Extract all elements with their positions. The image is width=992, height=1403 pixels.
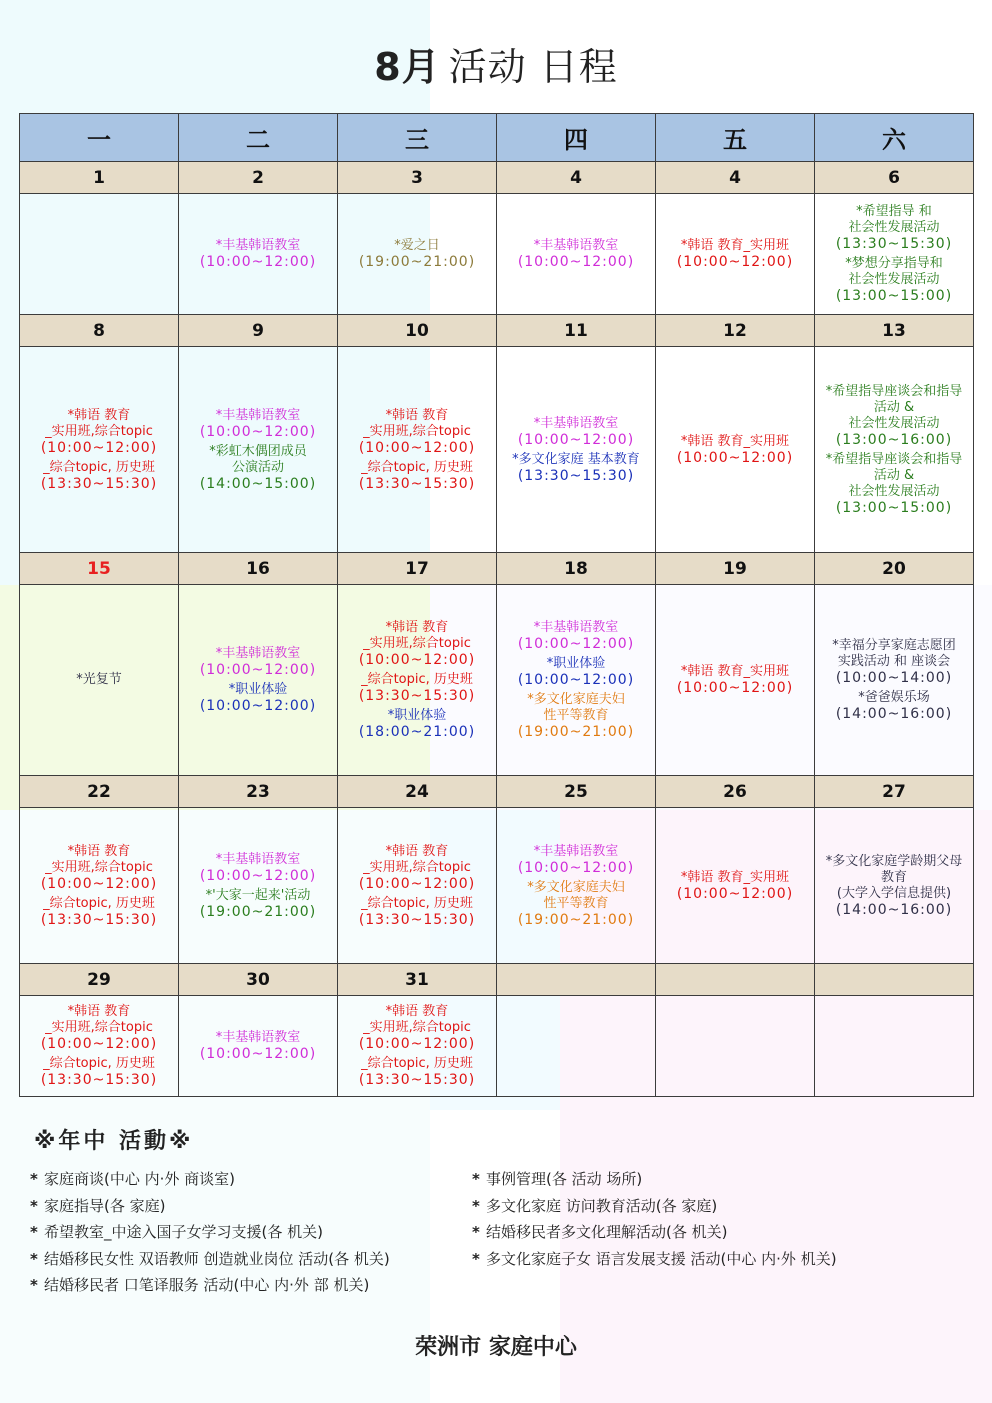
event	[656, 664, 814, 696]
event-name: 活动 &	[873, 399, 915, 415]
date-number	[815, 964, 974, 996]
day-cell	[815, 347, 974, 553]
bullet-icon: *	[30, 1276, 38, 1294]
event	[20, 460, 178, 492]
event-name: _实用班,综合topic	[45, 423, 153, 439]
date-number: 27	[815, 776, 974, 808]
date-number: 30	[179, 964, 338, 996]
event-name: *丰基韩语教室	[215, 646, 301, 661]
day-cell	[20, 194, 179, 315]
yearly-activity-item	[30, 1195, 390, 1222]
event	[815, 256, 973, 304]
event-name: *韩语 教育	[385, 843, 449, 859]
event-time: (19:00~21:00)	[517, 911, 635, 928]
event-name: *彩虹木偶团成员	[209, 443, 307, 459]
event-name: 社会性发展活动	[848, 220, 940, 235]
event	[338, 620, 496, 668]
event-name: *梦想分享指导和	[845, 256, 943, 271]
event-name: 社会性发展活动	[848, 272, 940, 287]
day-cell	[815, 996, 974, 1097]
event	[815, 204, 973, 252]
yearly-activity-text: 事例管理(各 活动 场所)	[486, 1170, 643, 1188]
event-name: *光复节	[76, 672, 122, 687]
day-cell	[338, 996, 497, 1097]
event-name: *丰基韩语教室	[533, 415, 619, 431]
day-cell	[338, 585, 497, 776]
date-row	[20, 553, 974, 585]
calendar-body	[20, 162, 974, 1097]
event-time: (14:00~16:00)	[835, 706, 953, 722]
event-time: (10:00~12:00)	[40, 875, 158, 892]
event-name: *多文化家庭夫妇	[527, 879, 625, 895]
day-cell	[179, 585, 338, 776]
event-name: _综合topic, 历史班	[43, 1056, 155, 1071]
event-time: (10:00~12:00)	[676, 680, 794, 696]
event-time: (10:00~12:00)	[199, 423, 317, 440]
event-time: (18:00~21:00)	[358, 724, 476, 740]
weekday-header: 五	[656, 114, 815, 162]
date-number: 13	[815, 315, 974, 347]
bullet-icon: *	[472, 1196, 480, 1215]
events-row	[20, 808, 974, 964]
event-name: *多文化家庭 基本教育	[512, 451, 640, 467]
event	[338, 408, 496, 456]
event	[179, 444, 337, 492]
event-time: (10:00~12:00)	[358, 1036, 476, 1052]
yearly-activity-text: 家庭商谈(中心 内·外 商谈室)	[44, 1170, 236, 1188]
day-cell	[20, 996, 179, 1097]
yearly-activity-text: 结婚移民者 口笔译服务 活动(中心 内·外 部 机关)	[44, 1276, 370, 1294]
event	[497, 880, 655, 928]
event-time: (13:30~15:30)	[358, 911, 476, 928]
event	[20, 844, 178, 892]
yearly-activity-text: 结婚移民者多文化理解活动(各 机关)	[486, 1223, 728, 1241]
event-name: *丰基韩语教室	[533, 238, 619, 253]
event-time: (13:30~15:30)	[40, 1072, 158, 1088]
day-cell	[815, 194, 974, 315]
event-name: *职业体验	[228, 682, 288, 697]
event	[20, 1004, 178, 1052]
event-time: (10:00~12:00)	[40, 439, 158, 456]
yearly-activities-left	[30, 1168, 390, 1301]
date-number: 19	[656, 553, 815, 585]
event-name: 实践活动 和 座谈会	[837, 654, 951, 669]
event-time: (10:00~12:00)	[517, 431, 635, 448]
yearly-activity-text: 结婚移民女性 双语教师 创造就业岗位 活动(各 机关)	[44, 1249, 390, 1268]
date-number	[656, 964, 815, 996]
event-name: _实用班,综合topic	[363, 1020, 471, 1035]
event-name: *丰基韩语教室	[215, 238, 301, 253]
date-number: 22	[20, 776, 179, 808]
yearly-activities-title: ※年中 活動※	[34, 1129, 194, 1154]
title-text: 活动 日程	[448, 45, 618, 89]
day-cell	[20, 585, 179, 776]
event-name: _综合topic, 历史班	[361, 1056, 473, 1071]
yearly-activity-item	[472, 1221, 837, 1248]
date-number: 4	[497, 162, 656, 194]
date-number: 9	[179, 315, 338, 347]
event-name: *丰基韩语教室	[215, 407, 301, 423]
yearly-activity-text: 希望教室_中途入国子女学习支援(各 机关)	[44, 1223, 323, 1241]
event	[179, 646, 337, 678]
event-time: (10:00~12:00)	[199, 1046, 317, 1062]
event	[497, 844, 655, 876]
date-number: 6	[815, 162, 974, 194]
event-name: *希望指导座谈会和指导	[825, 451, 963, 467]
event	[179, 238, 337, 270]
weekday-header-row	[20, 114, 974, 162]
yearly-activity-item	[30, 1221, 390, 1248]
bullet-icon: *	[30, 1223, 38, 1241]
event	[179, 1030, 337, 1062]
event	[497, 416, 655, 448]
event	[815, 690, 973, 722]
event-name: _实用班,综合topic	[363, 636, 471, 651]
event	[20, 1056, 178, 1088]
event-time: (10:00~12:00)	[358, 439, 476, 456]
event	[497, 238, 655, 270]
date-number: 18	[497, 553, 656, 585]
event-time: (13:30~15:30)	[40, 911, 158, 928]
yearly-activity-item	[472, 1168, 837, 1195]
day-cell	[656, 808, 815, 964]
event-name: _综合topic, 历史班	[43, 459, 155, 475]
event-time: (10:00~14:00)	[835, 670, 953, 686]
date-number: 17	[338, 553, 497, 585]
event	[656, 870, 814, 902]
event-time: (13:30~15:30)	[358, 688, 476, 704]
event-time: (19:00~21:00)	[358, 254, 476, 270]
event-name: _综合topic, 历史班	[361, 672, 473, 687]
date-number: 16	[179, 553, 338, 585]
day-cell	[20, 808, 179, 964]
title-month: 8月	[374, 45, 441, 89]
event-name: *丰基韩语教室	[533, 843, 619, 859]
weekday-header: 二	[179, 114, 338, 162]
event-time: (13:30~15:30)	[835, 236, 953, 252]
date-number: 31	[338, 964, 497, 996]
day-cell	[338, 194, 497, 315]
event-time: (13:00~15:00)	[835, 288, 953, 304]
day-cell	[815, 808, 974, 964]
day-cell	[815, 585, 974, 776]
event-name: *韩语 教育	[385, 620, 449, 635]
event-time: (10:00~12:00)	[199, 254, 317, 270]
bullet-icon: *	[30, 1170, 38, 1188]
event-name: _实用班,综合topic	[45, 859, 153, 875]
date-row	[20, 964, 974, 996]
date-number: 3	[338, 162, 497, 194]
yearly-activity-item	[472, 1248, 837, 1275]
day-cell	[497, 194, 656, 315]
event-time: (10:00~12:00)	[517, 636, 635, 652]
event-name: *丰基韩语教室	[215, 1030, 301, 1045]
bullet-icon: *	[472, 1223, 480, 1241]
date-number: 20	[815, 553, 974, 585]
date-number: 15	[20, 553, 179, 585]
yearly-activity-text: 多文化家庭 访问教育活动(各 家庭)	[486, 1196, 718, 1215]
event	[815, 638, 973, 686]
event-name: *韩语 教育	[67, 1004, 131, 1019]
day-cell	[338, 808, 497, 964]
event-name: *丰基韩语教室	[215, 851, 301, 867]
date-row	[20, 162, 974, 194]
date-number: 10	[338, 315, 497, 347]
event-time: (10:00~12:00)	[676, 885, 794, 902]
weekday-header: 三	[338, 114, 497, 162]
event	[179, 888, 337, 920]
event-time: (10:00~12:00)	[517, 672, 635, 688]
events-row	[20, 347, 974, 553]
date-number	[497, 964, 656, 996]
event	[338, 460, 496, 492]
event-time: (10:00~12:00)	[517, 859, 635, 876]
event	[179, 852, 337, 884]
event	[497, 620, 655, 652]
event-time: (10:00~12:00)	[199, 867, 317, 884]
event	[338, 1004, 496, 1052]
bullet-icon: *	[30, 1249, 38, 1268]
event	[497, 656, 655, 688]
day-cell	[497, 347, 656, 553]
event-name: 性平等教育	[543, 895, 609, 911]
event-time: (10:00~12:00)	[358, 875, 476, 892]
event-name: *职业体验	[387, 708, 447, 723]
day-cell	[179, 996, 338, 1097]
date-number: 29	[20, 964, 179, 996]
event	[815, 854, 973, 918]
event-time: (10:00~12:00)	[199, 698, 317, 714]
footer-organization: 荣洲市 家庭中心	[415, 1335, 577, 1360]
bullet-icon: *	[30, 1196, 38, 1215]
event-name: _综合topic, 历史班	[43, 895, 155, 911]
event	[338, 238, 496, 270]
day-cell	[179, 347, 338, 553]
weekday-header: 一	[20, 114, 179, 162]
event-name: (大学入学信息提供)	[836, 885, 952, 901]
event-time: (10:00~12:00)	[676, 254, 794, 270]
event	[656, 434, 814, 466]
event-time: (19:00~21:00)	[199, 903, 317, 920]
event	[338, 708, 496, 740]
page-title	[0, 36, 992, 91]
bullet-icon: *	[472, 1249, 480, 1268]
event-time: (13:30~15:30)	[358, 1072, 476, 1088]
events-row	[20, 996, 974, 1097]
date-number: 2	[179, 162, 338, 194]
bullet-icon: *	[472, 1170, 480, 1188]
event-time: (13:30~15:30)	[40, 475, 158, 492]
day-cell	[497, 585, 656, 776]
date-number: 23	[179, 776, 338, 808]
event-name: *'大家一起来'活动	[205, 887, 311, 903]
yearly-activity-item	[30, 1248, 390, 1275]
date-number: 24	[338, 776, 497, 808]
day-cell	[497, 996, 656, 1097]
date-number: 4	[656, 162, 815, 194]
event-time: (13:30~15:30)	[358, 475, 476, 492]
yearly-activity-text: 多文化家庭子女 语言发展支援 活动(中心 内·外 机关)	[486, 1249, 837, 1268]
event-name: 社会性发展活动	[848, 415, 940, 431]
date-row	[20, 315, 974, 347]
event-name: *希望指导 和	[856, 204, 932, 219]
event	[20, 672, 178, 688]
event-time: (10:00~12:00)	[676, 449, 794, 466]
event-name: _综合topic, 历史班	[361, 459, 473, 475]
event-name: _实用班,综合topic	[363, 859, 471, 875]
date-number: 8	[20, 315, 179, 347]
event-name: *韩语 教育	[385, 407, 449, 423]
day-cell	[20, 347, 179, 553]
event-name: _实用班,综合topic	[363, 423, 471, 439]
event-time: (10:00~12:00)	[40, 1036, 158, 1052]
event-name: _实用班,综合topic	[45, 1020, 153, 1035]
event-name: *幸福分享家庭志愿团	[832, 638, 956, 653]
events-row	[20, 585, 974, 776]
event	[20, 896, 178, 928]
event-name: _综合topic, 历史班	[361, 895, 473, 911]
day-cell	[179, 194, 338, 315]
event-time: (13:00~15:00)	[835, 499, 953, 516]
day-cell	[338, 347, 497, 553]
event-time: (14:00~15:00)	[199, 475, 317, 492]
event-time: (13:30~15:30)	[517, 467, 635, 484]
event-name: 性平等教育	[543, 708, 609, 723]
date-number: 1	[20, 162, 179, 194]
event-name: *爱之日	[394, 238, 440, 253]
event-name: *韩语 教育	[67, 843, 131, 859]
date-number: 25	[497, 776, 656, 808]
event-name: *职业体验	[546, 656, 606, 671]
event	[497, 452, 655, 484]
event-name: *多文化家庭学龄期父母	[825, 853, 963, 869]
day-cell	[656, 194, 815, 315]
yearly-activity-item	[30, 1168, 390, 1195]
event-name: *韩语 教育	[67, 407, 131, 423]
weekday-header: 四	[497, 114, 656, 162]
event	[179, 408, 337, 440]
event	[815, 452, 973, 516]
event	[815, 384, 973, 448]
event-name: *韩语 教育_实用班	[680, 433, 790, 449]
day-cell	[656, 585, 815, 776]
date-row	[20, 776, 974, 808]
events-row	[20, 194, 974, 315]
event-name: *韩语 教育_实用班	[680, 664, 790, 679]
weekday-header: 六	[815, 114, 974, 162]
event	[338, 672, 496, 704]
event-time: (10:00~12:00)	[517, 254, 635, 270]
event-name: *丰基韩语教室	[533, 620, 619, 635]
event	[497, 692, 655, 740]
yearly-activity-item	[472, 1195, 837, 1222]
event	[338, 1056, 496, 1088]
yearly-activity-text: 家庭指导(各 家庭)	[44, 1196, 166, 1215]
date-number: 26	[656, 776, 815, 808]
event-time: (19:00~21:00)	[517, 724, 635, 740]
date-number: 11	[497, 315, 656, 347]
event-name: *多文化家庭夫妇	[527, 692, 625, 707]
day-cell	[656, 996, 815, 1097]
event-time: (10:00~12:00)	[358, 652, 476, 668]
event-name: *韩语 教育_实用班	[680, 869, 790, 885]
event	[338, 896, 496, 928]
event-time: (10:00~12:00)	[199, 662, 317, 678]
yearly-activity-item	[30, 1274, 390, 1301]
event-time: (14:00~16:00)	[835, 901, 953, 918]
day-cell	[656, 347, 815, 553]
day-cell	[179, 808, 338, 964]
yearly-activities-right	[472, 1168, 837, 1274]
event-name: 活动 &	[873, 467, 915, 483]
event	[656, 238, 814, 270]
event	[338, 844, 496, 892]
calendar-table	[19, 113, 974, 1097]
event-name: 公演活动	[231, 459, 284, 475]
event	[179, 682, 337, 714]
date-number: 12	[656, 315, 815, 347]
event-name: *韩语 教育	[385, 1004, 449, 1019]
event-time: (13:00~16:00)	[835, 431, 953, 448]
event-name: 教育	[880, 869, 907, 885]
event-name: 社会性发展活动	[848, 483, 940, 499]
day-cell	[497, 808, 656, 964]
event-name: *希望指导座谈会和指导	[825, 383, 963, 399]
event	[20, 408, 178, 456]
event-name: *爸爸娱乐场	[858, 690, 930, 705]
event-name: *韩语 教育_实用班	[680, 238, 790, 253]
